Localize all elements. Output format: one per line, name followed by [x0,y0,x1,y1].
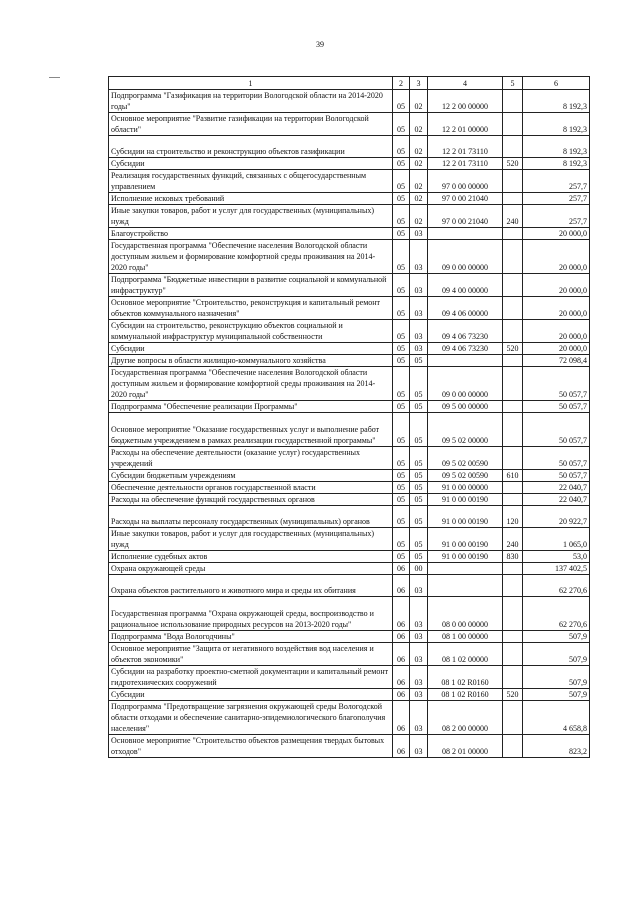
row-target-article-cell: 09 5 02 00590 [428,470,503,482]
row-amount-cell: 507,9 [523,666,590,689]
table-row [109,447,590,470]
row-amount-cell: 20 000,0 [523,343,590,355]
row-name-cell: Подпрограмма "Газификация на территории Вологодской области на 2014-2020 годы" [109,90,393,113]
row-name-cell: Расходы на обеспечение функций государственных органов [109,494,393,506]
row-amount-cell: 507,9 [523,631,590,643]
row-section-cell: 05 [393,320,410,343]
table-row [109,575,590,597]
row-target-article-cell [428,563,503,575]
row-amount-cell: 257,7 [523,170,590,193]
row-expense-type-cell: 830 [503,551,523,563]
row-name-cell: Расходы на выплаты персоналу государственных (муниципальных) органов [109,506,393,528]
row-name-cell: Иные закупки товаров, работ и услуг для государственных (муниципальных) нужд [109,205,393,228]
row-amount-cell: 72 098,4 [523,355,590,367]
row-subsection-cell: 05 [410,494,428,506]
row-expense-type-cell [503,228,523,240]
row-subsection-cell: 05 [410,355,428,367]
row-expense-type-cell [503,413,523,447]
row-name-cell: Подпрограмма "Предотвращение загрязнения окружающей среды Вологодской области отходами и обеспечение санитарно-эпидемиологического благополучия населения" [109,701,393,735]
row-amount-cell: 823,2 [523,735,590,758]
table-row [109,413,590,447]
table-row [109,563,590,575]
row-target-article-cell: 09 4 06 00000 [428,297,503,320]
row-target-article-cell: 97 0 00 21040 [428,205,503,228]
row-expense-type-cell [503,320,523,343]
row-target-article-cell: 09 0 00 00000 [428,367,503,401]
row-section-cell: 05 [393,470,410,482]
row-expense-type-cell [503,494,523,506]
table-row [109,113,590,136]
row-target-article-cell: 08 1 02 R0160 [428,689,503,701]
row-amount-cell: 20 000,0 [523,320,590,343]
row-name-cell: Другие вопросы в области жилищно-коммунального хозяйства [109,355,393,367]
row-amount-cell: 22 040,7 [523,494,590,506]
margin-mark [49,77,60,78]
row-expense-type-cell [503,447,523,470]
row-amount-cell: 1 065,0 [523,528,590,551]
row-section-cell: 05 [393,551,410,563]
row-name-cell: Государственная программа "Охрана окружающей среды, воспроизводство и рациональное использование природных ресурсов на 2013-2020 годы" [109,597,393,631]
row-target-article-cell: 09 5 02 00590 [428,447,503,470]
row-target-article-cell: 91 0 00 00190 [428,506,503,528]
row-expense-type-cell [503,575,523,597]
row-section-cell: 06 [393,666,410,689]
table-row [109,228,590,240]
table-row [109,597,590,631]
row-expense-type-cell [503,701,523,735]
row-expense-type-cell [503,482,523,494]
row-target-article-cell: 09 4 06 73230 [428,343,503,355]
row-expense-type-cell [503,193,523,205]
table-row [109,482,590,494]
row-name-cell: Субсидии [109,689,393,701]
table-row [109,551,590,563]
row-name-cell: Основное мероприятие "Строительство объектов размещения твердых бытовых отходов" [109,735,393,758]
row-subsection-cell: 02 [410,90,428,113]
row-name-cell: Обеспечение деятельности органов государственной власти [109,482,393,494]
row-amount-cell: 53,0 [523,551,590,563]
row-expense-type-cell: 610 [503,470,523,482]
row-target-article-cell: 12 2 01 73110 [428,158,503,170]
row-amount-cell: 507,9 [523,689,590,701]
table-row [109,470,590,482]
row-name-cell: Субсидии бюджетным учреждениям [109,470,393,482]
row-section-cell: 05 [393,193,410,205]
row-section-cell: 06 [393,597,410,631]
row-expense-type-cell [503,735,523,758]
row-expense-type-cell [503,240,523,274]
table-row [109,631,590,643]
table-row [109,297,590,320]
table-row [109,274,590,297]
row-name-cell: Субсидии [109,158,393,170]
row-amount-cell: 137 402,5 [523,563,590,575]
budget-table [108,76,590,758]
row-section-cell: 05 [393,90,410,113]
row-target-article-cell: 91 0 00 00190 [428,551,503,563]
row-target-article-cell: 08 2 00 00000 [428,701,503,735]
table-row [109,355,590,367]
row-amount-cell: 50 057,7 [523,413,590,447]
row-target-article-cell: 91 0 00 00190 [428,528,503,551]
row-name-cell: Субсидии на разработку проектно-сметной документации и капитальный ремонт гидротехнических сооружений [109,666,393,689]
table-row [109,506,590,528]
row-expense-type-cell: 240 [503,528,523,551]
row-section-cell: 05 [393,136,410,158]
row-target-article-cell [428,355,503,367]
row-amount-cell: 50 057,7 [523,447,590,470]
row-expense-type-cell [503,666,523,689]
table-row [109,240,590,274]
row-name-cell: Подпрограмма "Вода Вологодчины" [109,631,393,643]
row-amount-cell: 8 192,3 [523,113,590,136]
column-header: 2 [393,77,410,90]
row-amount-cell: 20 000,0 [523,240,590,274]
row-subsection-cell: 03 [410,320,428,343]
row-amount-cell: 20 922,7 [523,506,590,528]
row-target-article-cell: 09 5 02 00000 [428,413,503,447]
row-target-article-cell: 08 1 00 00000 [428,631,503,643]
row-subsection-cell: 05 [410,401,428,413]
row-name-cell: Субсидии на строительство и реконструкцию объектов газификации [109,136,393,158]
row-name-cell: Охрана окружающей среды [109,563,393,575]
row-section-cell: 05 [393,355,410,367]
row-expense-type-cell: 520 [503,689,523,701]
row-subsection-cell: 02 [410,113,428,136]
row-subsection-cell: 03 [410,228,428,240]
row-subsection-cell: 05 [410,413,428,447]
row-amount-cell: 8 192,3 [523,136,590,158]
row-subsection-cell: 03 [410,240,428,274]
row-target-article-cell: 97 0 00 00000 [428,170,503,193]
row-subsection-cell: 03 [410,597,428,631]
row-section-cell: 06 [393,701,410,735]
row-name-cell: Основное мероприятие "Оказание государственных услуг и выполнение работ бюджетным учреждением в рамках реализации государственной программы" [109,413,393,447]
row-expense-type-cell [503,113,523,136]
row-amount-cell: 22 040,7 [523,482,590,494]
row-section-cell: 05 [393,274,410,297]
row-name-cell: Субсидии [109,343,393,355]
row-subsection-cell: 02 [410,158,428,170]
row-amount-cell: 257,7 [523,205,590,228]
row-name-cell: Основное мероприятие "Защита от негативного воздействия вод населения и объектов экономики" [109,643,393,666]
row-target-article-cell: 12 2 00 00000 [428,90,503,113]
row-expense-type-cell: 240 [503,205,523,228]
row-target-article-cell [428,228,503,240]
row-section-cell: 05 [393,401,410,413]
row-target-article-cell: 08 2 01 00000 [428,735,503,758]
row-subsection-cell: 03 [410,274,428,297]
column-header: 3 [410,77,428,90]
row-name-cell: Государственная программа "Обеспечение населения Вологодской области доступным жильем и формирование комфортной среды проживания на 2014-2020 годы" [109,240,393,274]
row-subsection-cell: 03 [410,643,428,666]
row-amount-cell: 4 658,8 [523,701,590,735]
row-amount-cell: 20 000,0 [523,228,590,240]
row-section-cell: 05 [393,447,410,470]
row-section-cell: 05 [393,528,410,551]
table-row [109,320,590,343]
row-section-cell: 06 [393,689,410,701]
row-section-cell: 05 [393,158,410,170]
row-section-cell: 05 [393,113,410,136]
row-name-cell: Основное мероприятие "Развитие газификации на территории Вологодской области" [109,113,393,136]
row-expense-type-cell: 520 [503,158,523,170]
row-target-article-cell [428,575,503,597]
table-row [109,170,590,193]
row-amount-cell: 50 057,7 [523,470,590,482]
row-name-cell: Реализация государственных функций, связанных с общегосударственным управлением [109,170,393,193]
row-section-cell: 05 [393,297,410,320]
row-target-article-cell: 08 1 02 R0160 [428,666,503,689]
table-row [109,136,590,158]
row-target-article-cell: 09 0 00 00000 [428,240,503,274]
row-expense-type-cell: 520 [503,343,523,355]
row-name-cell: Исполнение судебных актов [109,551,393,563]
row-subsection-cell: 03 [410,735,428,758]
row-section-cell: 05 [393,343,410,355]
row-expense-type-cell [503,631,523,643]
table-row [109,643,590,666]
row-expense-type-cell [503,401,523,413]
column-header: 6 [523,77,590,90]
row-name-cell: Основное мероприятие "Строительство, реконструкция и капитальный ремонт объектов коммунального назначения" [109,297,393,320]
row-expense-type-cell [503,90,523,113]
row-target-article-cell: 09 4 00 00000 [428,274,503,297]
row-subsection-cell: 00 [410,563,428,575]
row-expense-type-cell [503,297,523,320]
row-section-cell: 06 [393,735,410,758]
row-section-cell: 05 [393,506,410,528]
row-amount-cell: 50 057,7 [523,367,590,401]
row-subsection-cell: 05 [410,447,428,470]
table-row [109,90,590,113]
row-target-article-cell: 91 0 00 00190 [428,494,503,506]
row-subsection-cell: 03 [410,631,428,643]
row-section-cell: 06 [393,631,410,643]
table-row [109,367,590,401]
row-section-cell: 06 [393,563,410,575]
row-section-cell: 05 [393,413,410,447]
table-row [109,193,590,205]
row-section-cell: 05 [393,367,410,401]
row-target-article-cell: 12 2 01 00000 [428,113,503,136]
row-subsection-cell: 03 [410,689,428,701]
row-section-cell: 05 [393,170,410,193]
table-row [109,666,590,689]
row-subsection-cell: 05 [410,551,428,563]
row-amount-cell: 50 057,7 [523,401,590,413]
row-section-cell: 05 [393,228,410,240]
row-expense-type-cell [503,274,523,297]
row-subsection-cell: 03 [410,343,428,355]
column-header: 4 [428,77,503,90]
row-expense-type-cell [503,643,523,666]
table-row [109,494,590,506]
row-amount-cell: 8 192,3 [523,90,590,113]
row-target-article-cell: 97 0 00 21040 [428,193,503,205]
table-row [109,701,590,735]
row-subsection-cell: 03 [410,575,428,597]
row-subsection-cell: 02 [410,193,428,205]
row-expense-type-cell [503,367,523,401]
row-name-cell: Исполнение исковых требований [109,193,393,205]
row-section-cell: 06 [393,575,410,597]
table-header-row [109,77,590,90]
row-subsection-cell: 05 [410,482,428,494]
column-header: 5 [503,77,523,90]
row-target-article-cell: 09 4 06 73230 [428,320,503,343]
row-expense-type-cell [503,597,523,631]
row-amount-cell: 62 270,6 [523,597,590,631]
table-row [109,735,590,758]
row-name-cell: Расходы на обеспечение деятельности (оказание услуг) государственных учреждений [109,447,393,470]
row-subsection-cell: 02 [410,170,428,193]
row-name-cell: Охрана объектов растительного и животного мира и среды их обитания [109,575,393,597]
row-amount-cell: 62 270,6 [523,575,590,597]
row-subsection-cell: 05 [410,367,428,401]
row-expense-type-cell [503,355,523,367]
table-row [109,689,590,701]
row-target-article-cell: 12 2 01 73110 [428,136,503,158]
row-subsection-cell: 03 [410,297,428,320]
table-row [109,528,590,551]
table-row [109,343,590,355]
table-row [109,205,590,228]
row-amount-cell: 20 000,0 [523,297,590,320]
table-row [109,158,590,170]
table-row [109,401,590,413]
row-section-cell: 05 [393,482,410,494]
row-name-cell: Субсидии на строительство, реконструкцию объектов социальной и коммунальной инфраструктур муниципальной собственности [109,320,393,343]
row-name-cell: Иные закупки товаров, работ и услуг для государственных (муниципальных) нужд [109,528,393,551]
row-target-article-cell: 91 0 00 00000 [428,482,503,494]
row-section-cell: 05 [393,205,410,228]
row-expense-type-cell [503,136,523,158]
row-target-article-cell: 09 5 00 00000 [428,401,503,413]
row-amount-cell: 20 000,0 [523,274,590,297]
row-name-cell: Подпрограмма "Обеспечение реализации Программы" [109,401,393,413]
row-section-cell: 06 [393,643,410,666]
row-subsection-cell: 02 [410,205,428,228]
row-expense-type-cell: 120 [503,506,523,528]
row-name-cell: Подпрограмма "Бюджетные инвестиции в развитие социальной и коммунальной инфраструктур" [109,274,393,297]
row-subsection-cell: 03 [410,666,428,689]
row-expense-type-cell [503,563,523,575]
column-header: 1 [109,77,393,90]
row-section-cell: 05 [393,494,410,506]
row-amount-cell: 8 192,3 [523,158,590,170]
row-expense-type-cell [503,170,523,193]
row-subsection-cell: 02 [410,136,428,158]
row-target-article-cell: 08 0 00 00000 [428,597,503,631]
row-subsection-cell: 05 [410,528,428,551]
row-section-cell: 05 [393,240,410,274]
row-name-cell: Государственная программа "Обеспечение населения Вологодской области доступным жильем и формирование комфортной среды проживания на 2014-2020 годы" [109,367,393,401]
row-amount-cell: 257,7 [523,193,590,205]
row-subsection-cell: 05 [410,470,428,482]
row-target-article-cell: 08 1 02 00000 [428,643,503,666]
row-subsection-cell: 03 [410,701,428,735]
row-subsection-cell: 05 [410,506,428,528]
row-amount-cell: 507,9 [523,643,590,666]
page-number: 39 [316,40,324,49]
row-name-cell: Благоустройство [109,228,393,240]
